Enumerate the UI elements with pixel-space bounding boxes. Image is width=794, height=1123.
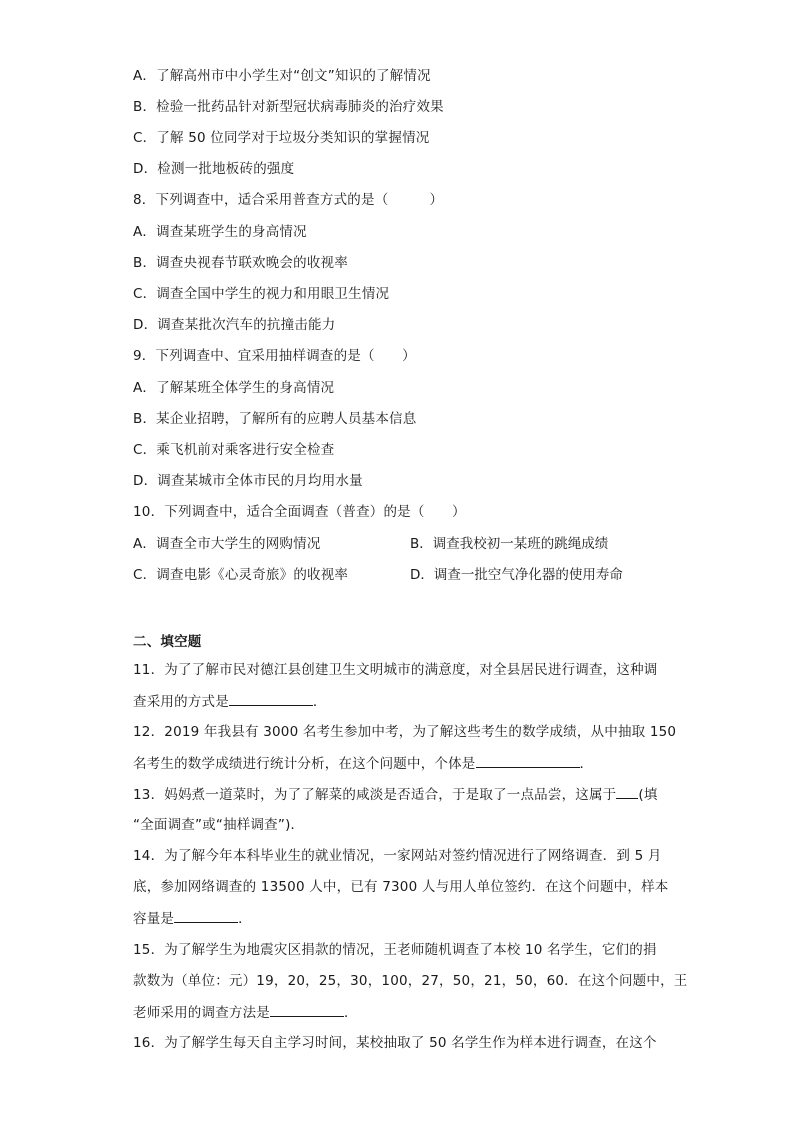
q9-option-a: A．了解某班全体学生的身高情况 [133,380,335,396]
q11-line1: 11．为了了解市民对德江县创建卫生文明城市的满意度，对全县居民进行调查，这种调 [133,662,658,678]
q10-option-b: B．调查我校初一某班的跳绳成绩 [410,536,609,552]
q9-option-d: D．调查某城市全体市民的月均用水量 [133,473,363,489]
q14-line3-text: 容量是 [133,911,175,927]
q7-option-d: D．检测一批地板砖的强度 [133,161,295,177]
q10-option-c: C．调查电影《心灵奇旅》的收视率 [133,567,349,583]
q11-line2-text: 查采用的方式是 [133,694,229,710]
q13-line1-text: 13．妈妈煮一道菜时，为了了解菜的咸淡是否适合，于是取了一点品尝，这属于 [133,787,617,803]
q13-line2: “全面调查”或“抽样调查”)． [133,817,305,833]
q13-answer-blank [616,784,638,799]
q14-line3-end: ． [238,911,252,927]
q15-line2: 款数为（单位：元）19，20，25，30，100，27，50，21，50，60．在这个问题中，王 [133,973,688,989]
q15-line3-end: ． [344,1005,358,1021]
q15-answer-blank [270,1002,344,1017]
q7-option-a: A．了解高州市中小学生对“创文”知识的了解情况 [133,68,431,84]
q14-line3 [133,908,663,929]
q12-line2 [133,753,663,774]
q13-line1 [133,784,663,805]
q9-option-c: C．乘飞机前对乘客进行安全检查 [133,442,335,458]
q8-stem: 8．下列调查中，适合采用普查方式的是（ ） [133,192,444,208]
q11-answer-blank [229,691,313,706]
q12-line2-end: ． [579,756,594,772]
q15-line1: 15．为了解学生为地震灾区捐款的情况，王老师随机调查了本校 10 名学生，它们的捐 [133,942,657,958]
q7-option-b: B．检验一批药品针对新型冠状病毒肺炎的治疗效果 [133,99,444,115]
q15-line3 [133,1002,663,1023]
q11-line2 [133,691,663,712]
q8-option-c: C．调查全国中学生的视力和用眼卫生情况 [133,286,390,302]
q10-option-a: A．调查全市大学生的网购情况 [133,536,321,552]
q8-option-d: D．调查某批次汽车的抗撞击能力 [133,317,336,333]
q13-line1-end: (填 [638,787,658,803]
q12-line1: 12．2019 年我县有 3000 名考生参加中考，为了解这些考生的数学成绩，从中抽取 150 [133,724,677,740]
q7-option-c: C．了解 50 位同学对于垃圾分类知识的掌握情况 [133,130,430,146]
q14-answer-blank [174,908,238,923]
q12-answer-blank [476,753,580,768]
q9-stem: 9．下列调查中、宜采用抽样调查的是（ ） [133,348,416,364]
q8-option-b: B．调查央视春节联欢晚会的收视率 [133,255,348,271]
q14-line2: 底，参加网络调查的 13500 人中，已有 7300 人与用人单位签约．在这个问题中，样本 [133,879,669,895]
q10-option-d: D．调查一批空气净化器的使用寿命 [410,567,623,583]
q9-option-b: B．某企业招聘，了解所有的应聘人员基本信息 [133,411,417,427]
q8-option-a: A．调查某班学生的身高情况 [133,224,307,240]
q11-line2-end: ． [312,694,327,710]
section-heading-fill-blank: 二、填空题 [133,634,202,650]
q15-line3-text: 老师采用的调查方法是 [133,1005,270,1021]
q10-stem: 10．下列调查中，适合全面调查（普查）的是（ ） [133,504,466,520]
q14-line1: 14．为了解今年本科毕业生的就业情况，一家网站对签约情况进行了网络调查．到 5 月 [133,848,662,864]
q12-line2-text: 名考生的数学成绩进行统计分析，在这个问题中，个体是 [133,756,476,772]
q16-line1: 16．为了解学生每天自主学习时间，某校抽取了 50 名学生作为样本进行调查，在这个 [133,1035,657,1051]
